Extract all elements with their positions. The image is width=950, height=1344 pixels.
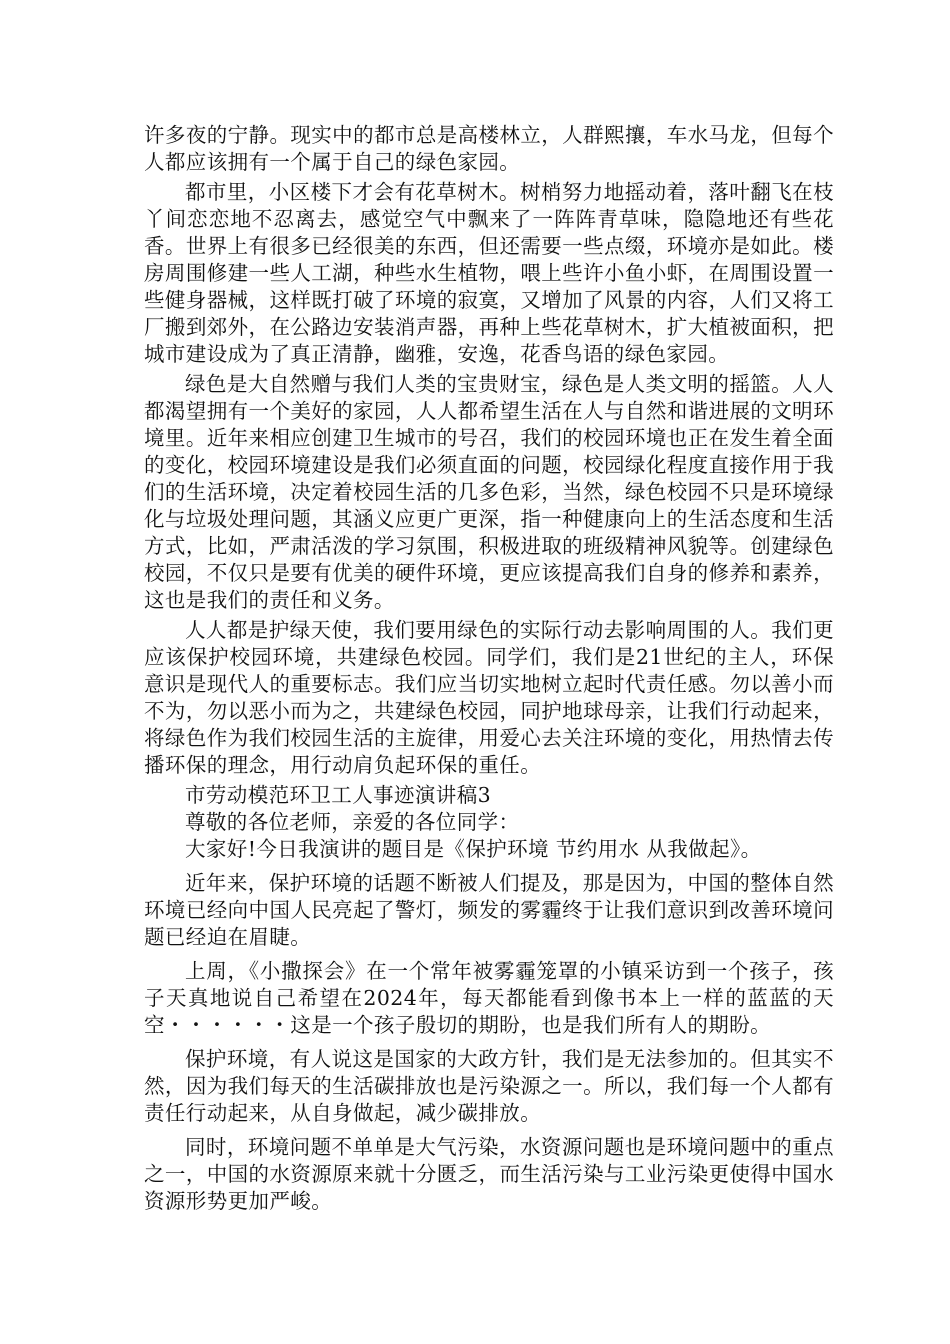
paragraph-green-campus: 绿色是大自然赠与我们人类的宝贵财宝，绿色是人类文明的摇篮。人人都渴望拥有一个美好的家园，人人都希望生活在人与自然和谐进展的文明环境里。近年来相应创建卫生城市的号召，我们的校园环境也正在发生着全面的变化，校园环境建设是我们必须直面的问题，校园绿化程度直接作用于我们的生活环境，决定着校园生活的几多色彩，当然，绿色校园不只是环境绿化与垃圾处理问题，其涵义应更广更深，指一种健康向上的生活态度和生活方式，比如，严肃活泼的学习氛围，积极进取的班级精神风貌等。创建绿色校园，不仅只是要有优美的硬件环境，更应该提高我们自身的修养和素养，这也是我们的责任和义务。 xyxy=(144,372,834,612)
paragraph-child-interview: 上周，《小撒探会》在一个常年被雾霾笼罩的小镇采访到一个孩子，孩子天真地说自己希望在2024年，每天都能看到像书本上一样的蓝蓝的天空・・・・・・这是一个孩子殷切的期盼，也是我们所有人的期盼。 xyxy=(144,959,834,1037)
paragraph-water-resources: 同时，环境问题不单单是大气污染，水资源问题也是环境问题中的重点之一，中国的水资源原来就十分匮乏，而生活污染与工业污染更使得中国水资源形势更加严峻。 xyxy=(144,1135,834,1213)
paragraph-env-issue: 近年来，保护环境的话题不断被人们提及，那是因为，中国的整体自然环境已经向中国人民亮起了警灯，频发的雾霾终于让我们意识到改善环境问题已经迫在眉睫。 xyxy=(144,871,834,949)
document-page xyxy=(144,122,834,1215)
paragraph-green-guardians: 人人都是护绿天使，我们要用绿色的实际行动去影响周围的人。我们更应该保护校园环境，共建绿色校园。同学们，我们是21世纪的主人，环保意识是现代人的重要标志。我们应当切实地树立起时代责任感。勿以善小而不为，勿以恶小而为之，共建绿色校园，同护地球母亲，让我们行动起来，将绿色作为我们校园生活的主旋律，用爱心去关注环境的变化，用热情去传播环保的理念，用行动肩负起环保的重任。 xyxy=(144,618,834,777)
speech-title: 市劳动模范环卫工人事迹演讲稿3 xyxy=(185,783,492,807)
speech-opening: 大家好!今日我演讲的题目是《保护环境 节约用水 从我做起》。 xyxy=(185,837,762,861)
paragraph-city-greening: 都市里，小区楼下才会有花草树木。树梢努力地摇动着，落叶翻飞在枝丫间恋恋地不忍离去，感觉空气中飘来了一阵阵青草味，隐隐地还有些花香。世界上有很多已经很美的东西，但还需要一些点缀，环境亦是如此。楼房周围修建一些人工湖，种些水生植物，喂上些许小鱼小虾，在周围设置一些健身器械，这样既打破了环境的寂寞，又增加了风景的内容，人们又将工厂搬到郊外，在公路边安装消声器，再种上些花草树木，扩大植被面积，把城市建设成为了真正清静，幽雅，安逸，花香鸟语的绿色家园。 xyxy=(144,180,834,366)
speech-salutation: 尊敬的各位老师，亲爱的各位同学： xyxy=(185,810,520,834)
paragraph-carbon-emission: 保护环境，有人说这是国家的大政方针，我们是无法参加的。但其实不然，因为我们每天的生活碳排放也是污染源之一。所以，我们每一个人都有责任行动起来，从自身做起，减少碳排放。 xyxy=(144,1047,834,1125)
paragraph-continuation: 许多夜的宁静。现实中的都市总是高楼林立，人群熙攘，车水马龙，但每个人都应该拥有一个属于自己的绿色家园。 xyxy=(144,123,834,174)
